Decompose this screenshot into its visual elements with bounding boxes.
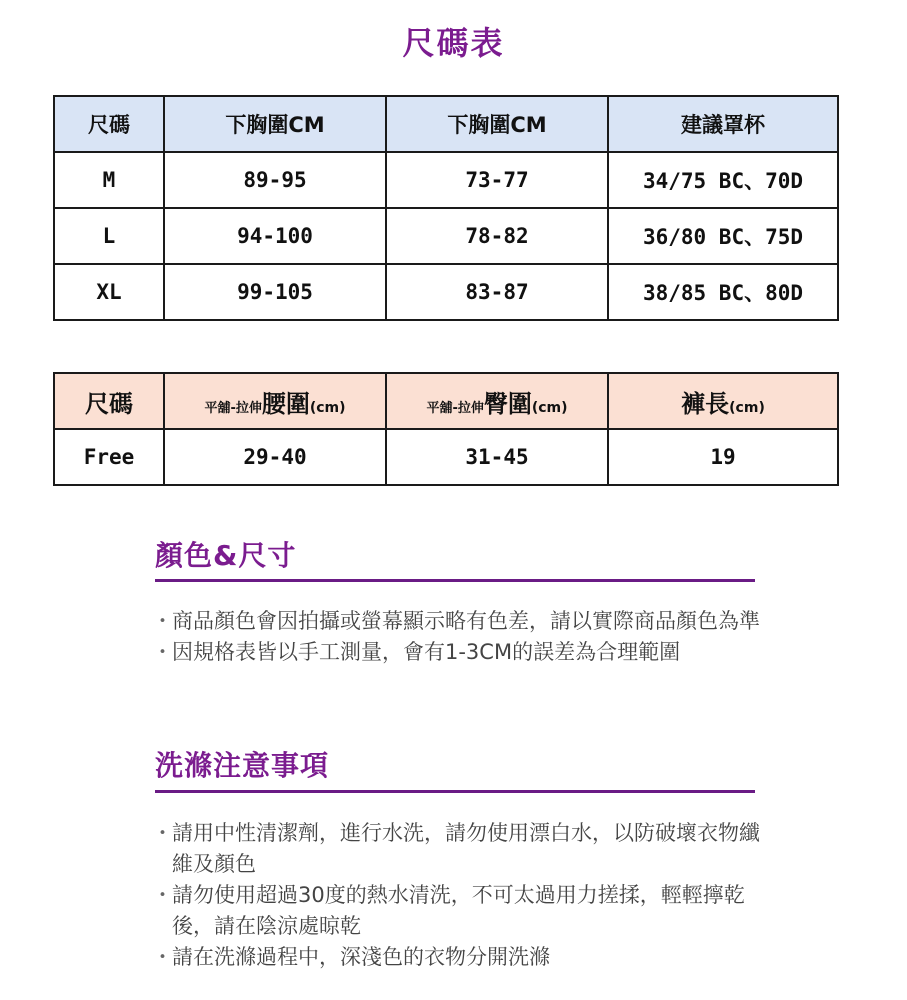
- table-row: [54, 429, 838, 485]
- list-item-text: 請用中性清潔劑，進行水洗，請勿使用漂白水，以防破壞衣物纖維及顏色: [172, 821, 760, 876]
- list-item: [152, 637, 772, 668]
- list-item: [152, 606, 772, 637]
- bra-size-table: [53, 95, 839, 321]
- header-waist: [164, 373, 386, 429]
- cell-underbust-1: 99-105: [164, 264, 386, 320]
- washing-list: [152, 818, 772, 973]
- cell-cup: 34/75 BC、70D: [608, 152, 838, 208]
- header-waist-unit: (cm): [309, 399, 346, 416]
- table-row: [54, 264, 838, 320]
- bullet-icon: ・: [152, 945, 173, 969]
- header-length-label: 褲長: [681, 389, 730, 418]
- header-size-label: 尺碼: [85, 389, 133, 418]
- color-size-heading: 顏色&尺寸: [155, 539, 297, 572]
- header-waist-label: 腰圍: [261, 389, 310, 418]
- header-suggested-cup: 建議罩杯: [608, 96, 838, 152]
- list-item-text: 商品顏色會因拍攝或螢幕顯示略有色差，請以實際商品顏色為準: [172, 609, 760, 633]
- header-waist-prefix: 平舖-拉伸: [204, 400, 262, 416]
- washing-heading: 洗滌注意事項: [155, 749, 330, 782]
- washing-divider: [155, 790, 755, 793]
- list-item: [152, 818, 772, 880]
- cell-underbust-2: 73-77: [386, 152, 608, 208]
- list-item: [152, 880, 772, 942]
- bullet-icon: ・: [152, 883, 173, 907]
- cell-size: M: [54, 152, 164, 208]
- header-hip-label: 臀圍: [483, 389, 532, 418]
- cell-size: Free: [54, 429, 164, 485]
- panty-size-table: [53, 372, 839, 486]
- cell-underbust-2: 83-87: [386, 264, 608, 320]
- header-size: 尺碼: [54, 96, 164, 152]
- cell-length: 19: [608, 429, 838, 485]
- panty-table-header-row: [54, 373, 838, 429]
- cell-underbust-2: 78-82: [386, 208, 608, 264]
- cell-cup: 38/85 BC、80D: [608, 264, 838, 320]
- header-hip-unit: (cm): [531, 399, 568, 416]
- bra-table-header-row: [54, 96, 838, 152]
- list-item-text: 請勿使用超過30度的熱水清洗，不可太過用力搓揉，輕輕擰乾後，請在陰涼處晾乾: [172, 883, 745, 938]
- bullet-icon: ・: [152, 640, 173, 664]
- list-item-text: 因規格表皆以手工測量，會有1-3CM的誤差為合理範圍: [172, 640, 681, 664]
- list-item-text: 請在洗滌過程中，深淺色的衣物分開洗滌: [172, 945, 550, 969]
- header-underbust-2: 下胸圍CM: [386, 96, 608, 152]
- cell-hip: 31-45: [386, 429, 608, 485]
- cell-size: L: [54, 208, 164, 264]
- list-item: [152, 942, 772, 973]
- header-hip: [386, 373, 608, 429]
- header-length: [608, 373, 838, 429]
- color-size-list: [152, 606, 772, 668]
- header-hip-prefix: 平舖-拉伸: [426, 400, 484, 416]
- header-length-unit: (cm): [729, 399, 765, 416]
- header-size: [54, 373, 164, 429]
- bullet-icon: ・: [152, 821, 173, 845]
- table-row: [54, 208, 838, 264]
- cell-underbust-1: 89-95: [164, 152, 386, 208]
- cell-size: XL: [54, 264, 164, 320]
- cell-cup: 36/80 BC、75D: [608, 208, 838, 264]
- page-title: 尺碼表: [402, 24, 505, 62]
- table-row: [54, 152, 838, 208]
- cell-waist: 29-40: [164, 429, 386, 485]
- cell-underbust-1: 94-100: [164, 208, 386, 264]
- color-size-divider: [155, 579, 755, 582]
- header-underbust-1: 下胸圍CM: [164, 96, 386, 152]
- bullet-icon: ・: [152, 609, 173, 633]
